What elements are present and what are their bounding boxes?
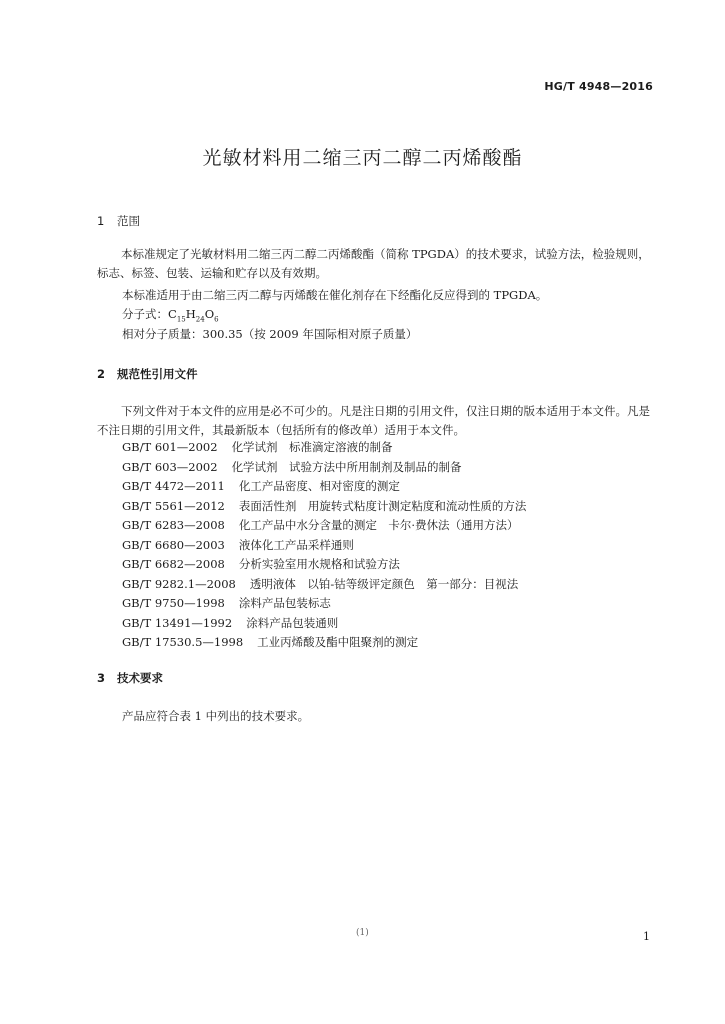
molecular-mass: 相对分子质量：300.35（按 2009 年国际相对原子质量） xyxy=(122,327,418,341)
formula-subscript: 15 xyxy=(176,315,186,324)
reference-code: GB/T 6682—2008 xyxy=(122,557,225,571)
reference-code: GB/T 5561—2012 xyxy=(122,498,225,513)
section-title: 规范性引用文件 xyxy=(117,367,198,381)
reference-item xyxy=(122,633,526,653)
reference-item xyxy=(122,497,526,517)
section-3-heading xyxy=(97,670,163,686)
section-title: 范围 xyxy=(117,214,140,228)
section-1-paragraph-1 xyxy=(97,245,657,283)
paragraph-text: 本标准规定了光敏材料用二缩三丙二醇二丙烯酸酯（简称 TPGDA）的技术要求，试验方法，检验规则，标志、标签、包装、运输和贮存以及有效期。 xyxy=(97,247,650,281)
reference-item xyxy=(122,614,526,634)
reference-name: 涂料产品包装标志 xyxy=(238,596,331,610)
reference-item xyxy=(122,536,526,556)
reference-name: 工业丙烯酸及酯中阻聚剂的测定 xyxy=(257,635,419,649)
reference-code: GB/T 6283—2008 xyxy=(122,518,225,532)
section-title: 技术要求 xyxy=(117,671,163,685)
reference-name: 化工产品中水分含量的测定 卡尔·费休法（通用方法） xyxy=(238,518,519,532)
reference-item xyxy=(122,575,526,595)
formula-subscript: 6 xyxy=(214,315,219,324)
normative-references-list xyxy=(122,438,526,653)
reference-item xyxy=(122,438,526,458)
paragraph-text: 下列文件对于本文件的应用是必不可少的。凡是注日期的引用文件，仅注日期的版本适用于本文件。凡是不注日期的引用文件，其最新版本（包括所有的修改单）适用于本文件。 xyxy=(97,404,650,438)
section-number: 3 xyxy=(97,671,106,685)
reference-name: 分析实验室用水规格和试验方法 xyxy=(238,557,400,571)
reference-name: 涂料产品包装通则 xyxy=(246,615,339,630)
page-number: 1 xyxy=(643,930,650,943)
section-2-intro xyxy=(97,402,657,440)
reference-name: 化学试剂 试验方法中所用制剂及制品的制备 xyxy=(231,459,462,474)
reference-item xyxy=(122,477,526,497)
molecular-formula xyxy=(122,306,219,323)
reference-code: GB/T 4472—2011 xyxy=(122,479,225,493)
reference-item xyxy=(122,594,526,614)
reference-code: GB/T 603—2002 xyxy=(122,459,218,474)
reference-code: GB/T 6680—2003 xyxy=(122,537,225,552)
formula-element: H xyxy=(185,307,196,321)
formula-subscript: 24 xyxy=(195,315,205,324)
formula-label: 分子式： xyxy=(122,307,168,321)
section-3-paragraph: 产品应符合表 1 中列出的技术要求。 xyxy=(122,709,310,723)
section-2-heading xyxy=(97,366,198,382)
reference-name: 透明液体 以铂-钴等级评定颜色 第一部分：目视法 xyxy=(249,576,519,591)
section-1-heading xyxy=(97,213,140,229)
reference-item xyxy=(122,458,526,478)
reference-code: GB/T 9750—1998 xyxy=(122,596,225,610)
standard-code: HG/T 4948—2016 xyxy=(544,80,653,93)
page-title: 光敏材料用二缩三丙二醇二丙烯酸酯 xyxy=(202,147,523,169)
reference-item xyxy=(122,555,526,575)
reference-name: 化学试剂 标准滴定溶液的制备 xyxy=(231,440,393,454)
section-number: 1 xyxy=(97,214,105,228)
reference-item xyxy=(122,516,526,536)
section-1-paragraph-2: 本标准适用于由二缩三丙二醇与丙烯酸在催化剂存在下经酯化反应得到的 TPGDA。 xyxy=(122,288,548,302)
reference-code: GB/T 17530.5—1998 xyxy=(122,635,244,649)
formula-element: O xyxy=(204,307,215,321)
section-number: 2 xyxy=(97,367,106,381)
reference-code: GB/T 13491—1992 xyxy=(122,615,233,630)
reference-code: GB/T 601—2002 xyxy=(122,440,218,454)
reference-code: GB/T 9282.1—2008 xyxy=(122,576,236,591)
formula-element: C xyxy=(168,307,177,321)
reference-name: 表面活性剂 用旋转式粘度计测定粘度和流动性质的方法 xyxy=(238,498,527,513)
reference-name: 液体化工产品采样通则 xyxy=(238,537,354,552)
reference-name: 化工产品密度、相对密度的测定 xyxy=(238,479,400,493)
footer-mark: (1) xyxy=(356,928,369,938)
